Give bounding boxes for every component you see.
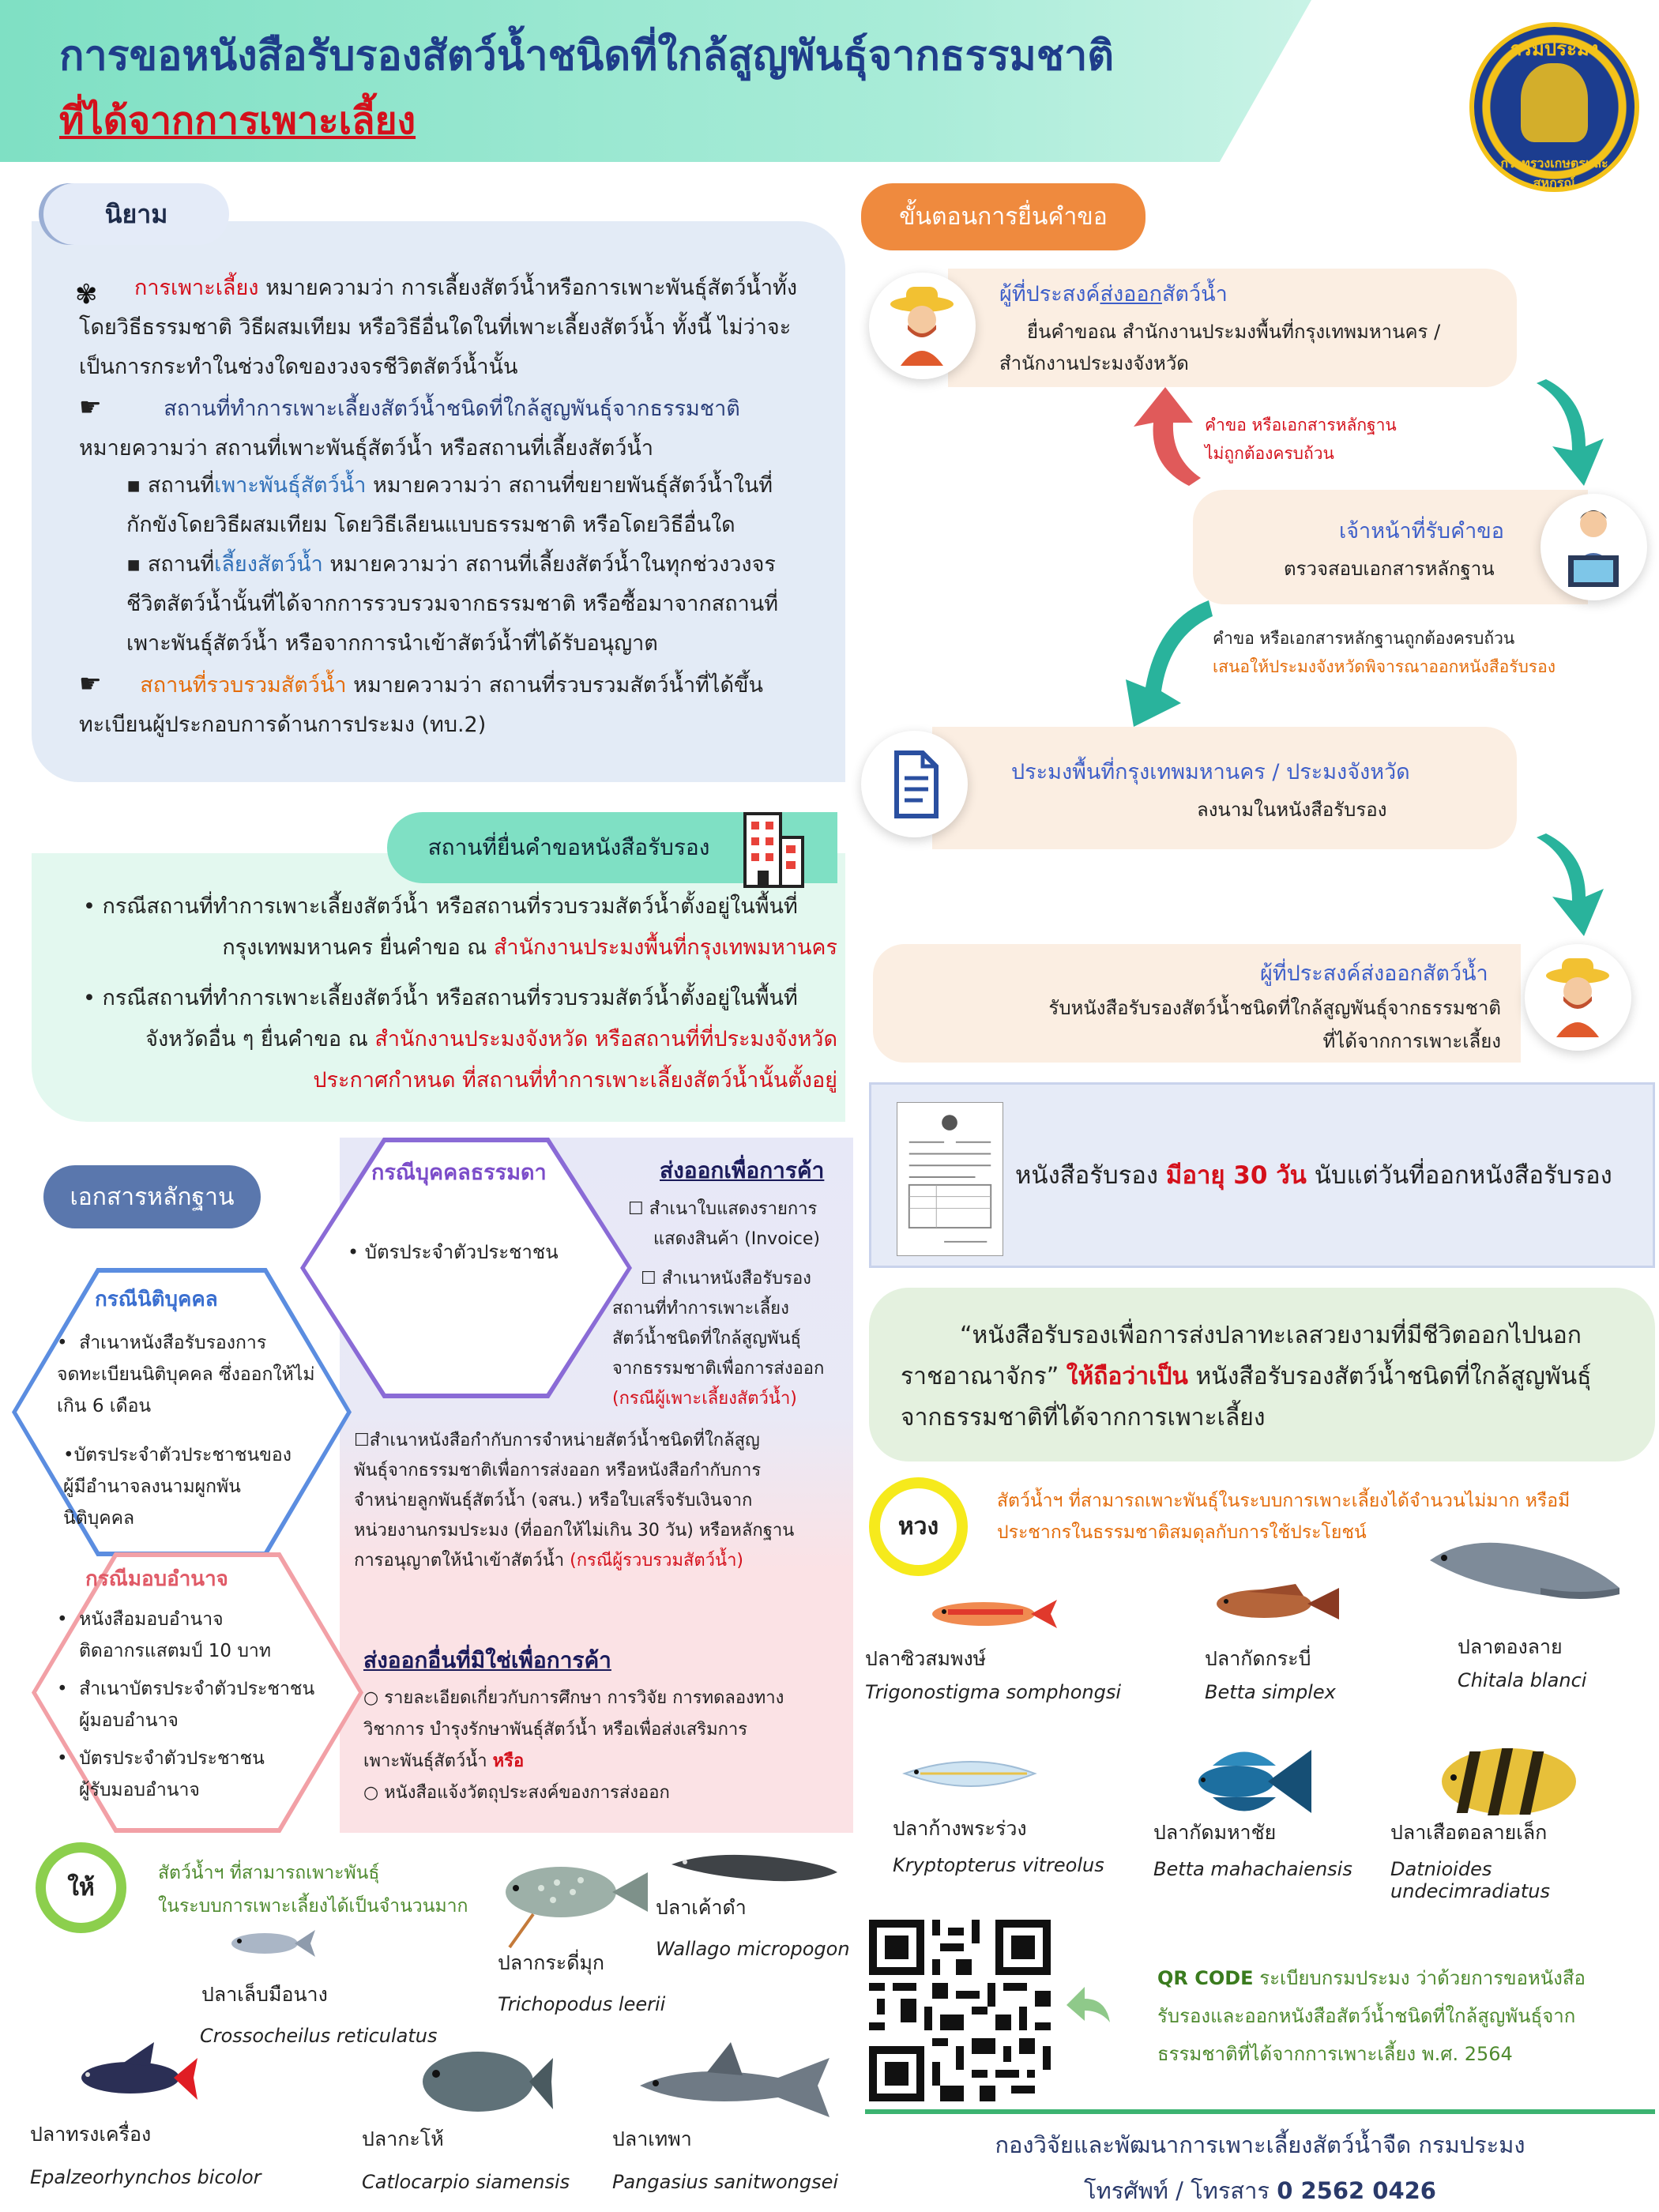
submission-location-title: สถานที่ยื่นคำขอหนังสือรับรอง (427, 834, 710, 860)
return-condition (1205, 411, 1397, 468)
doc-text: พันธุ์จากธรรมชาติเพื่อการส่งออก หรือหนังสือกำกับการ (354, 1461, 762, 1480)
fish-name: ปลากะโห้ (362, 2127, 444, 2150)
location-text: จังหวัดอื่น ๆ ยื่นคำขอ ณ (145, 1027, 375, 1051)
note-emphasis: ให้ถือว่าเป็น (1066, 1363, 1188, 1390)
fish-name: ปลาเสือตอลายเล็ก (1390, 1821, 1548, 1844)
doc-or: หรือ (492, 1751, 525, 1771)
fish-image-kryptopterus (901, 1742, 1043, 1809)
fish-betta-simplex (1205, 1643, 1410, 1703)
footer-phone-label: โทรศัพท์ / โทรสาร (1084, 2177, 1277, 2204)
document-icon (861, 731, 968, 837)
fish-name: ปลาก้างพระร่วง (893, 1817, 1027, 1840)
fish-scientific-name: Catlocarpio siamensis (362, 2171, 570, 2193)
doc-text: จดทะเบียนนิติบุคคล ซึ่งออกให้ไม่ (57, 1364, 315, 1385)
step-4-desc (972, 991, 1501, 1058)
bullet-icon: • (83, 986, 96, 1010)
fish-image-catlocarpio (411, 2038, 553, 2125)
definition-rearing-place (126, 545, 837, 664)
seal-bottom-text: กระทรวงเกษตรและสหกรณ์ (1500, 156, 1608, 190)
fish-datnioides (1390, 1817, 1651, 1902)
pointing-hand-icon: ☛ (79, 668, 102, 698)
pointing-arrow-icon (1063, 1975, 1118, 2030)
doc-text: หนังสือแจ้งวัตถุประสงค์ของการส่งออก (384, 1783, 670, 1803)
doc-text: แสดงสินค้า (Invoice) (653, 1229, 820, 1249)
footer-org: กองวิจัยและพัฒนาการเพาะเลี้ยงสัตว์น้ำจืด กรมประมง (995, 2131, 1525, 2158)
footer-divider (865, 2109, 1655, 2114)
doc-text: ผู้มีอำนาจลงนามผูกพัน (63, 1477, 241, 1497)
square-bullet-icon: ▪ (126, 552, 141, 577)
step-text: รับหนังสือรับรองสัตว์น้ำชนิดที่ใกล้สูญพันธุ์จากธรรมชาติ (1048, 997, 1501, 1019)
return-arrow-icon (1118, 387, 1205, 490)
definition-spawning-place (126, 466, 837, 545)
fish-name: ปลาเทพา (612, 2127, 692, 2150)
fish-image-wallago (668, 1837, 841, 1896)
fish-scientific-name: Pangasius sanitwongsei (612, 2171, 839, 2193)
checkbox-icon: ☐ (641, 1269, 656, 1288)
reserved-badge: หวง (869, 1477, 968, 1576)
juristic-doc-2 (63, 1439, 292, 1534)
officer-avatar-icon (1540, 494, 1647, 600)
term-rearing: เลี้ยงสัตว์น้ำ (214, 552, 323, 577)
trade-doc-2 (612, 1264, 849, 1414)
checkbox-icon: ☐ (354, 1431, 370, 1450)
bullet-icon: • (63, 1445, 74, 1465)
bullet-icon: • (57, 1748, 68, 1769)
fish-name: ปลากัดกระบี่ (1205, 1647, 1311, 1670)
doc-text: สำเนาหนังสือกำกับการจำหน่ายสัตว์น้ำชนิดที่ใกล้สูญ (369, 1431, 760, 1450)
fish-name: ปลาเค้าดำ (656, 1896, 747, 1919)
step-3-title: ประมงพื้นที่กรุงเทพมหานคร / ประมงจังหวัด (1011, 760, 1410, 784)
doc-text: ติดอากรแสตมป์ 10 บาท (79, 1641, 272, 1661)
step-3-desc: ลงนามในหนังสือรับรอง (1197, 799, 1387, 821)
location-text: กรณีสถานที่ทำการเพาะเลี้ยงสัตว์น้ำ หรือสถานที่รวบรวมสัตว์น้ำตั้งอยู่ในพื้นที่ (102, 986, 798, 1010)
doc-text: รายละเอียดเกี่ยวกับการศึกษา การวิจัย การทดลองทาง (384, 1688, 784, 1708)
bullet-icon: • (348, 1241, 359, 1263)
steps-tab: ขั้นตอนการยื่นคำขอ (861, 183, 1146, 250)
fish-image-trichopodus (486, 1845, 652, 1951)
step-text: สำนักงานประมงจังหวัด (999, 352, 1189, 374)
term-spawning: เพาะพันธุ์สัตว์น้ำ (214, 473, 367, 498)
proxy-docs (57, 1604, 314, 1806)
definition-text: กักขังโดยวิธีผสมเทียม โดยวิธีเลียนแบบธรรมชาติ หรือโดยวิธีอื่นใด (126, 513, 735, 537)
step-text: สัตว์น้ำ (1161, 282, 1228, 307)
doc-text: ผู้รับมอบอำนาจ (79, 1780, 200, 1800)
fish-image-trigonostigma (916, 1584, 1059, 1643)
fish-name: ปลาเล็บมือนาง (201, 1983, 328, 2006)
doc-text: จากธรรมชาติเพื่อการส่งออก (612, 1359, 825, 1379)
note-text: จากธรรมชาติที่ได้จากการเพาะเลี้ยง (901, 1404, 1266, 1431)
fish-name: ปลาทรงเครื่อง (30, 2123, 152, 2146)
doc-text: สำเนาใบแสดงรายการ (649, 1199, 818, 1219)
location-provinces (79, 978, 837, 1101)
fish-image-datnioides (1430, 1734, 1596, 1829)
doc-text: การอนุญาตให้นำเข้าสัตว์น้ำ (354, 1551, 570, 1571)
step-text: ที่ได้จากการเพาะเลี้ยง (1322, 1030, 1501, 1052)
fish-scientific-name: Datnioides undecimradiatus (1390, 1858, 1550, 1902)
doc-text: สำเนาหนังสือรับรองการ (79, 1333, 267, 1353)
juristic-case-title: กรณีนิติบุคคล (95, 1288, 218, 1311)
trade-doc-3 (354, 1426, 844, 1576)
doc-text: บัตรประจำตัวประชาชน (364, 1241, 559, 1263)
trade-doc-1 (628, 1194, 841, 1255)
down-arrow-icon (1102, 596, 1213, 731)
doc-text: นิติบุคคล (63, 1508, 135, 1529)
location-office-province-cont: ประกาศกำหนด ที่สถานที่ทำการเพาะเลี้ยงสัตว์น้ำนั้นตั้งอยู่ (313, 1068, 837, 1093)
term-collection: สถานที่รวบรวมสัตว์น้ำ (140, 673, 347, 698)
fish-scientific-name: Trigonostigma somphongsi (865, 1681, 1121, 1703)
bullet-icon: • (83, 894, 96, 919)
definition-breeding (75, 269, 837, 387)
doc-text: เกิน 6 เดือน (57, 1396, 152, 1416)
validity-pre: หนังสือรับรอง (1015, 1161, 1166, 1190)
note-text: หนังสือรับรองสัตว์น้ำชนิดที่ใกล้สูญพันธุ์ (1187, 1363, 1592, 1390)
certificate-thumbnail (897, 1102, 1003, 1256)
doc-text: หน่วยงานกรมประมง (ที่ออกให้ไม่เกิน 30 วัน) หรือหลักฐาน (354, 1521, 795, 1540)
desc-text: ในระบบการเพาะเลี้ยงได้เป็นจำนวนมาก (158, 1896, 468, 1917)
term-breeding: การเพาะเลี้ยง (134, 276, 259, 300)
definition-text: โดยวิธีธรรมชาติ วิธีผสมเทียม หรือวิธีอื่นใดในที่เพาะเลี้ยงสัตว์น้ำ ทั้งนี้ ไม่ว่าจะ (79, 315, 792, 340)
fish-image-betta-simplex (1201, 1568, 1343, 1639)
down-arrow-icon (1529, 833, 1608, 940)
definition-text: เป็นการกระทำในช่วงใดของวงจรชีวิตสัตว์น้ำนั้น (79, 355, 518, 379)
trade-export-title: ส่งออกเพื่อการค้า (660, 1157, 825, 1183)
definition-text: หมายความว่า สถานที่เลี้ยงสัตว์น้ำในทุกช่วงวงจร (322, 552, 776, 577)
footer-phone: 0 2562 0426 (1277, 2177, 1436, 2204)
step-2-title: เจ้าหน้าที่รับคำขอ (1339, 519, 1504, 544)
definition-breeding-place (79, 387, 837, 468)
fish-image-crossocheilus (225, 1916, 316, 1971)
definition-text: หมายความว่า สถานที่รวบรวมสัตว์น้ำที่ได้ขึ้น (346, 673, 763, 698)
fish-scientific-name: Wallago micropogon (656, 1938, 850, 1960)
footer-contact (865, 2172, 1655, 2209)
fish-name: ปลากระดี่มุก (498, 1951, 605, 1974)
definitions-tab: นิยาม (43, 183, 229, 245)
definition-text: สถานที่ (147, 552, 215, 577)
definition-text: หมายความว่า การเลี้ยงสัตว์น้ำหรือการเพาะพันธุ์สัตว์น้ำทั้ง (258, 276, 798, 300)
definition-text: หมายความว่า สถานที่ขยายพันธุ์สัตว์น้ำในที่ (366, 473, 773, 498)
doc-text: เพาะพันธุ์สัตว์น้ำ (363, 1751, 493, 1771)
fish-image-pangasius (636, 2042, 833, 2129)
doc-note: (กรณีผู้เพาะเลี้ยงสัตว์น้ำ) (612, 1389, 797, 1409)
step-text: ส่งออก (1100, 282, 1162, 307)
fish-image-chitala (1422, 1525, 1623, 1616)
location-text: กรุงเทพมหานคร ยื่นคำขอ ณ (222, 935, 494, 960)
doc-text: สัตว์น้ำชนิดที่ใกล้สูญพันธุ์ (612, 1329, 801, 1349)
fish-image-epalzeorhynchos (59, 2038, 198, 2113)
fish-catlocarpio (362, 2124, 583, 2193)
circle-bullet-icon: ○ (363, 1688, 379, 1708)
farmer-avatar-icon (869, 273, 976, 379)
fish-scientific-name: Crossocheilus reticulatus (200, 2025, 438, 2047)
definition-text: ชีวิตสัตว์น้ำนั้นที่ได้จากการรวบรวมจากธรรมชาติ หรือซื้อมาจากสถานที่ (126, 592, 779, 616)
square-bullet-icon: ▪ (126, 473, 141, 498)
definition-collection-place (79, 664, 837, 745)
fish-chitala (1458, 1631, 1647, 1691)
farmer-avatar-icon (1525, 944, 1631, 1051)
location-text: กรณีสถานที่ทำการเพาะเลี้ยงสัตว์น้ำ หรือสถานที่รวบรวมสัตว์น้ำตั้งอยู่ในพื้นที่ (102, 894, 798, 919)
desc-text: สัตว์น้ำฯ ที่สามารถเพาะพันธุ์ในระบบการเพาะเลี้ยงได้จำนวนไม่มาก หรือมี (997, 1491, 1571, 1511)
pointing-hand-icon: ☛ (79, 392, 102, 422)
fish-scientific-name: Betta mahachaiensis (1153, 1858, 1352, 1880)
fish-scientific-name: Epalzeorhynchos bicolor (30, 2166, 261, 2188)
definition-text: ทะเบียนผู้ประกอบการด้านการประมง (ทบ.2) (79, 713, 487, 737)
definition-text: เพาะพันธุ์สัตว์น้ำ หรือจากการนำเข้าสัตว์น้ำที่ได้รับอนุญาต (126, 631, 658, 656)
juristic-doc-1 (57, 1327, 315, 1422)
person-doc-item (348, 1236, 559, 1267)
documents-tab: เอกสารหลักฐาน (43, 1165, 261, 1228)
page-title: การขอหนังสือรับรองสัตว์น้ำชนิดที่ใกล้สูญพันธุ์จากธรรมชาติ (59, 32, 1115, 80)
term-breeding-place: สถานที่ทำการเพาะเลี้ยงสัตว์น้ำชนิดที่ใกล้สูญพันธุ์จากธรรมชาติ (164, 397, 740, 421)
step-4-title: ผู้ที่ประสงค์ส่งออกสัตว์น้ำ (1260, 961, 1488, 986)
doc-text: บัตรประจำตัวประชาชนของ (73, 1445, 292, 1465)
note-text: “หนังสือรับรองเพื่อการส่งปลาทะเลสวยงามที่มีชีวิตออกไปนอก (960, 1322, 1582, 1349)
fish-kryptopterus (893, 1813, 1146, 1876)
step-text: คำขอ หรือเอกสารหลักฐาน (1205, 416, 1397, 434)
location-office-bangkok: สำนักงานประมงพื้นที่กรุงเทพมหานคร (493, 935, 837, 960)
doc-text: บัตรประจำตัวประชาชน (79, 1748, 265, 1769)
fish-image-betta-mahachai (1181, 1734, 1315, 1829)
fish-scientific-name: Trichopodus leerii (498, 1993, 666, 2015)
location-office-province: สำนักงานประมงจังหวัด หรือสถานที่ที่ประมงจังหวัด (374, 1027, 837, 1051)
step-text: ผู้ที่ประสงค์ (999, 282, 1100, 307)
allowed-description (158, 1856, 468, 1923)
seal-top-text: กรมประมง (1510, 38, 1599, 60)
qr-text: ระเบียบกรมประมง ว่าด้วยการขอหนังสือ (1253, 1967, 1586, 1989)
desc-text: สัตว์น้ำฯ ที่สามารถเพาะพันธุ์ (158, 1863, 380, 1883)
doc-text: สำเนาหนังสือรับรอง (661, 1269, 811, 1288)
step-1-title (999, 276, 1228, 310)
validity-period: มีอายุ 30 วัน (1165, 1161, 1307, 1190)
validity-text (1015, 1155, 1612, 1194)
doc-text: สำเนาบัตรประจำตัวประชาชน (79, 1679, 315, 1699)
step-text: คำขอ หรือเอกสารหลักฐานถูกต้องครบถ้วน (1213, 629, 1515, 648)
qr-text: ธรรมชาติที่ได้จากการเพาะเลี้ยง พ.ศ. 2564 (1157, 2043, 1513, 2065)
person-case-title: กรณีบุคคลธรรมดา (371, 1161, 547, 1185)
checkbox-icon: ☐ (628, 1199, 644, 1219)
flower-bullet-icon: ✾ (75, 279, 98, 310)
down-arrow-icon (1529, 379, 1608, 490)
qr-label: QR CODE (1157, 1967, 1254, 1989)
fish-pangasius (612, 2124, 849, 2193)
nontrade-doc-1 (363, 1683, 845, 1809)
validity-post: นับแต่วันที่ออกหนังสือรับรอง (1306, 1161, 1612, 1190)
fish-name: ปลาซิวสมพงษ์ (865, 1647, 987, 1670)
fish-name: ปลาตองลาย (1458, 1635, 1563, 1658)
doc-text: หนังสือมอบอำนาจ (79, 1609, 224, 1630)
forward-condition (1213, 624, 1556, 681)
fish-epalzeorhynchos (30, 2119, 283, 2188)
page-subtitle: ที่ได้จากการเพาะเลี้ยง (59, 99, 416, 143)
fish-trigonostigma (865, 1643, 1134, 1703)
definition-text: หมายความว่า สถานที่เพาะพันธุ์สัตว์น้ำ หรือสถานที่เลี้ยงสัตว์น้ำ (79, 436, 654, 461)
note-text: ราชอาณาจักร” (901, 1363, 1066, 1390)
fish-crossocheilus (201, 1979, 454, 2047)
building-icon (739, 806, 806, 889)
seal-emblem-icon (1521, 63, 1588, 142)
step-text: ยื่นคำขอณ สำนักงานประมงพื้นที่กรุงเทพมหานคร / (1027, 321, 1441, 343)
fish-scientific-name: Betta simplex (1205, 1681, 1336, 1703)
circle-bullet-icon: ○ (363, 1783, 379, 1803)
qr-text: รับรองและออกหนังสือสัตว์น้ำชนิดที่ใกล้สูญพันธุ์จาก (1157, 2005, 1576, 2027)
allowed-badge: ให้ (36, 1842, 126, 1933)
fish-scientific-name: Kryptopterus vitreolus (893, 1854, 1104, 1876)
equivalence-note (901, 1315, 1635, 1439)
doc-text: จำหน่ายลูกพันธุ์สัตว์น้ำ (จสน.) หรือใบเสร็จรับเงินจาก (354, 1491, 753, 1510)
fish-scientific-name: Chitala blanci (1458, 1669, 1587, 1691)
step-text: ไม่ถูกต้องครบถ้วน (1205, 444, 1334, 463)
fish-wallago (656, 1892, 853, 1960)
qr-code[interactable] (869, 1920, 1051, 2101)
fish-betta-mahachai (1153, 1817, 1390, 1880)
step-2-desc: ตรวจสอบเอกสารหลักฐาน (1284, 558, 1495, 580)
step-1-desc (999, 316, 1440, 379)
doc-text: สถานที่ทำการเพาะเลี้ยง (612, 1299, 789, 1319)
bullet-icon: • (57, 1333, 68, 1353)
bullet-icon: • (57, 1609, 68, 1630)
step-text: เสนอให้ประมงจังหวัดพิจารณาออกหนังสือรับรอง (1213, 657, 1556, 676)
fish-name: ปลากัดมหาชัย (1153, 1821, 1277, 1844)
desc-text: ประชากรในธรรมชาติสมดุลกับการใช้ประโยชน์ (997, 1522, 1367, 1543)
bullet-icon: • (57, 1679, 68, 1699)
location-bangkok (79, 886, 837, 969)
definition-text: สถานที่ (147, 473, 215, 498)
doc-text: ผู้มอบอำนาจ (79, 1710, 179, 1731)
doc-note: (กรณีผู้รวบรวมสัตว์น้ำ) (570, 1551, 744, 1571)
proxy-case-title: กรณีมอบอำนาจ (85, 1567, 228, 1591)
doc-text: วิชาการ บำรุงรักษาพันธุ์สัตว์น้ำ หรือเพื่อส่งเสริมการ (363, 1720, 748, 1740)
nontrade-export-title: ส่งออกอื่นที่มิใช่เพื่อการค้า (363, 1647, 611, 1673)
qr-description (1157, 1959, 1586, 2073)
